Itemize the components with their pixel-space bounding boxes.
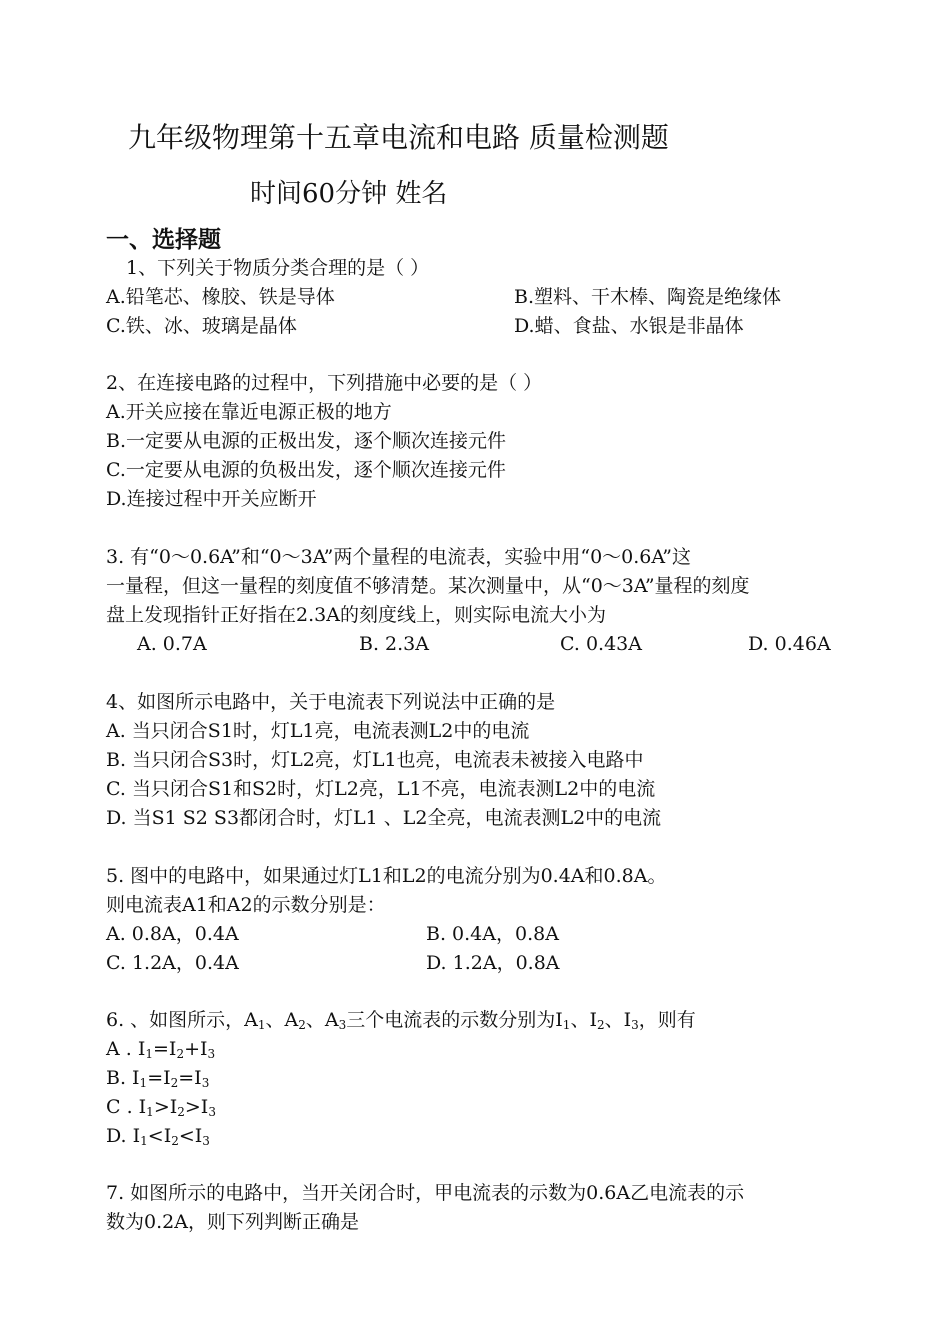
option-a: A. 当只闭合S1时，灯L1亮，电流表测L2中的电流 bbox=[106, 720, 530, 742]
option-c: C. 当只闭合S1和S2时，灯L2亮，L1不亮，电流表测L2中的电流 bbox=[106, 778, 656, 800]
option-a: A.铅笔芯、橡胶、铁是导体 bbox=[106, 286, 335, 308]
option-b: B. 当只闭合S3时，灯L2亮，灯L1也亮，电流表未被接入电路中 bbox=[106, 749, 644, 771]
option-d: D. $I_1<I_2<I_3$ bbox=[106, 1125, 210, 1148]
option-d: D.连接过程中开关应断开 bbox=[106, 488, 317, 510]
option-d: D. 1.2A，0.8A bbox=[426, 952, 560, 974]
option-a: A . $I_1=I_2+I_3$ bbox=[106, 1038, 216, 1061]
option-b: B. 2.3A bbox=[359, 633, 429, 655]
question-stem: 2、在连接电路的过程中，下列措施中必要的是（ ） bbox=[106, 372, 543, 394]
option-c: C.一定要从电源的负极出发，逐个顺次连接元件 bbox=[106, 459, 506, 481]
option-c: C. 1.2A，0.4A bbox=[106, 952, 239, 974]
question-stem: 1、下列关于物质分类合理的是（ ） bbox=[126, 257, 430, 279]
page-subtitle: 时间60分钟 姓名 bbox=[250, 179, 448, 209]
question-stem-line-2: 一量程，但这一量程的刻度值不够清楚。某次测量中，从“0～3A”量程的刻度 bbox=[106, 575, 750, 597]
option-c: C . $I_1>I_2>I_3$ bbox=[106, 1096, 216, 1119]
option-c: C.铁、冰、玻璃是晶体 bbox=[106, 315, 297, 337]
option-b: B. $I_1=I_2=I_3$ bbox=[106, 1067, 210, 1090]
option-b: B.一定要从电源的正极出发，逐个顺次连接元件 bbox=[106, 430, 507, 452]
option-a: A. 0.8A，0.4A bbox=[106, 923, 239, 945]
option-b: B. 0.4A，0.8A bbox=[426, 923, 559, 945]
question-stem-line-2: 则电流表A1和A2的示数分别是： bbox=[106, 894, 386, 916]
question-stem-line-1: 7. 如图所示的电路中，当开关闭合时，甲电流表的示数为0.6A乙电流表的示 bbox=[106, 1182, 745, 1204]
option-d: D. 当S1 S2 S3都闭合时，灯L1 、L2全亮，电流表测L2中的电流 bbox=[106, 807, 662, 829]
question-stem: 6. 、如图所示，$A_1$、$A_2$、$A_3$三个电流表的示数分别为$I_1$、$I_2$、$I_3$，则有 bbox=[106, 1009, 696, 1032]
question-stem-line-1: 3. 有“0～0.6A”和“0～3A”两个量程的电流表，实验中用“0～0.6A”这 bbox=[106, 546, 692, 568]
section-heading: 一、选择题 bbox=[106, 227, 221, 253]
question-stem: 4、如图所示电路中，关于电流表下列说法中正确的是 bbox=[106, 691, 556, 713]
option-b: B.塑料、干木棒、陶瓷是绝缘体 bbox=[514, 286, 782, 308]
option-a: A.开关应接在靠近电源正极的地方 bbox=[106, 401, 392, 423]
option-d: D.蜡、食盐、水银是非晶体 bbox=[514, 315, 744, 337]
option-a: A. 0.7A bbox=[137, 633, 207, 655]
page-title: 九年级物理第十五章电流和电路 质量检测题 bbox=[128, 121, 669, 154]
option-c: C. 0.43A bbox=[560, 633, 642, 655]
option-d: D. 0.46A bbox=[748, 633, 831, 655]
question-stem-line-1: 5. 图中的电路中，如果通过灯L1和L2的电流分别为0.4A和0.8A。 bbox=[106, 865, 667, 887]
question-stem-line-2: 数为0.2A，则下列判断正确是 bbox=[106, 1211, 359, 1233]
question-stem-line-3: 盘上发现指针正好指在2.3A的刻度线上，则实际电流大小为 bbox=[106, 604, 606, 626]
